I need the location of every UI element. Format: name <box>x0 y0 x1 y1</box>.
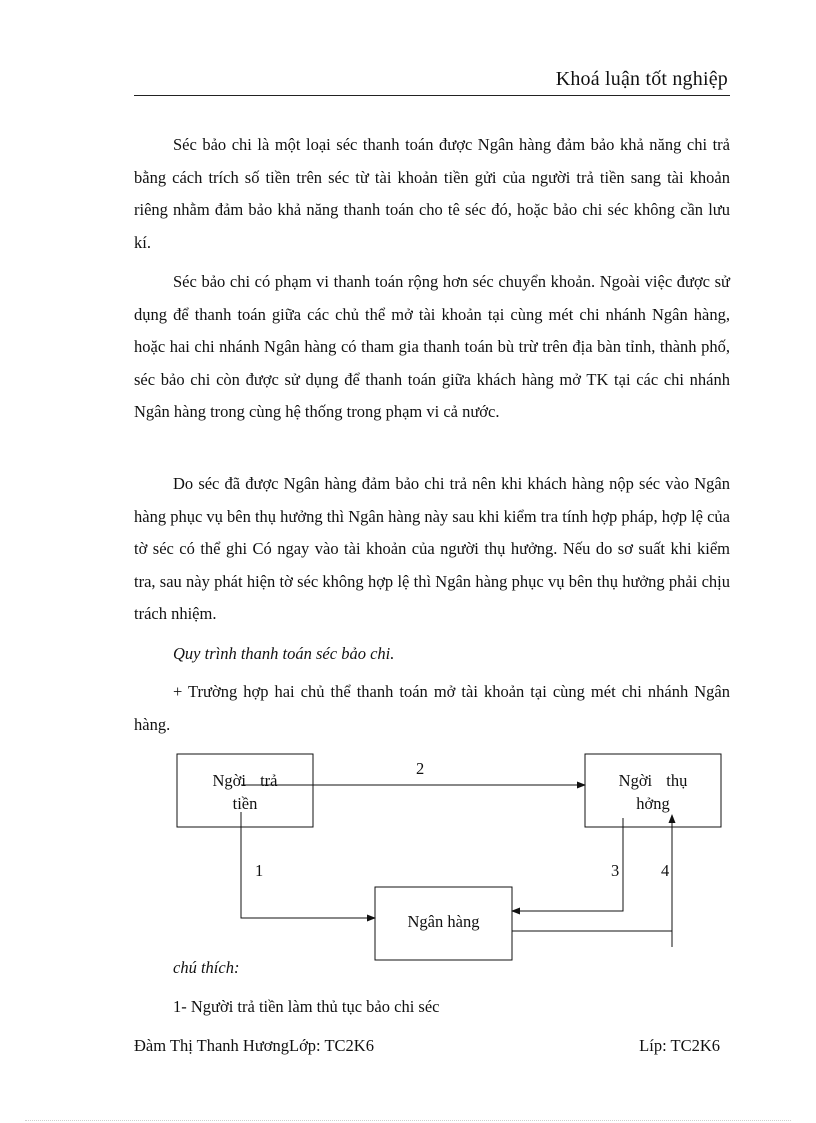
page-bottom-rule <box>25 1120 791 1121</box>
payee-label <box>596 769 710 815</box>
arrow-step-3 <box>512 818 623 911</box>
note-item-1: 1- Người trả tiền làm thủ tục bảo chi séc <box>173 997 440 1016</box>
page-header-title: Khoá luận tốt nghiệp <box>555 68 728 90</box>
paragraph-1: Séc bảo chi là một loại séc thanh toán được Ngân hàng đảm bảo khả năng chi trả bằng cách trích số tiền trên séc từ tài khoản tiền gửi của người trả tiền sang tài khoản riêng nhằm đảm bảo khả năng thanh toán cho tê séc đó, hoặc bảo chi séc không cần lưu kí. <box>134 135 730 252</box>
footer-class: Líp: TC2K6 <box>639 1036 720 1055</box>
payer-label-line2: tiền <box>232 794 258 813</box>
payee-label-line1: Ngời thụ <box>618 771 688 790</box>
process-title: Quy trình thanh toán séc bảo chi. <box>173 644 395 663</box>
payer-label <box>188 769 302 815</box>
notes-title: chú thích: <box>173 958 240 977</box>
header-rule <box>134 95 730 96</box>
payee-label-line2: hởng <box>636 794 670 813</box>
case-paragraph: + Trường hợp hai chủ thể thanh toán mở tài khoản tại cùng mét chi nhánh Ngân hàng. <box>134 682 730 734</box>
paragraph-2: Séc bảo chi có phạm vi thanh toán rộng hơn séc chuyển khoản. Ngoài việc được sử dụng để thanh toán giữa các chủ thể mở tài khoản tại cùng mét chi nhánh Ngân hàng, hoặc hai chi nhánh Ngân hàng có tham gia thanh toán bù trừ trên địa bàn tỉnh, thành phố, séc bảo chi còn được sử dụng để thanh toán giữa khách hàng mở TK tại các chi nhánh Ngân hàng trong cùng hệ thống trong phạm vi cả nước. <box>134 272 730 421</box>
arrow-step-4 <box>512 931 672 947</box>
step-2-label: 2 <box>416 759 425 778</box>
bank-label: Ngân hàng <box>407 912 480 931</box>
step-3-label: 3 <box>611 861 620 880</box>
step-4-label: 4 <box>661 861 670 880</box>
step-1-label: 1 <box>255 861 264 880</box>
paragraph-3: Do séc đã được Ngân hàng đảm bảo chi trả nên khi khách hàng nộp séc vào Ngân hàng phục vụ bên thụ hưởng thì Ngân hàng này sau khi kiểm tra tính hợp pháp, hợp lệ của tờ séc có thể ghi Có ngay vào tài khoản của người thụ hưởng. Nếu do sơ suất khi kiểm tra, sau này phát hiện tờ séc không hợp lệ thì Ngân hàng phục vụ bên thụ hưởng phải chịu trách nhiệm. <box>134 474 730 623</box>
footer-author: Đàm Thị Thanh HươngLớp: TC2K6 <box>134 1036 374 1055</box>
payer-label-line1: Ngời trả <box>212 771 278 790</box>
